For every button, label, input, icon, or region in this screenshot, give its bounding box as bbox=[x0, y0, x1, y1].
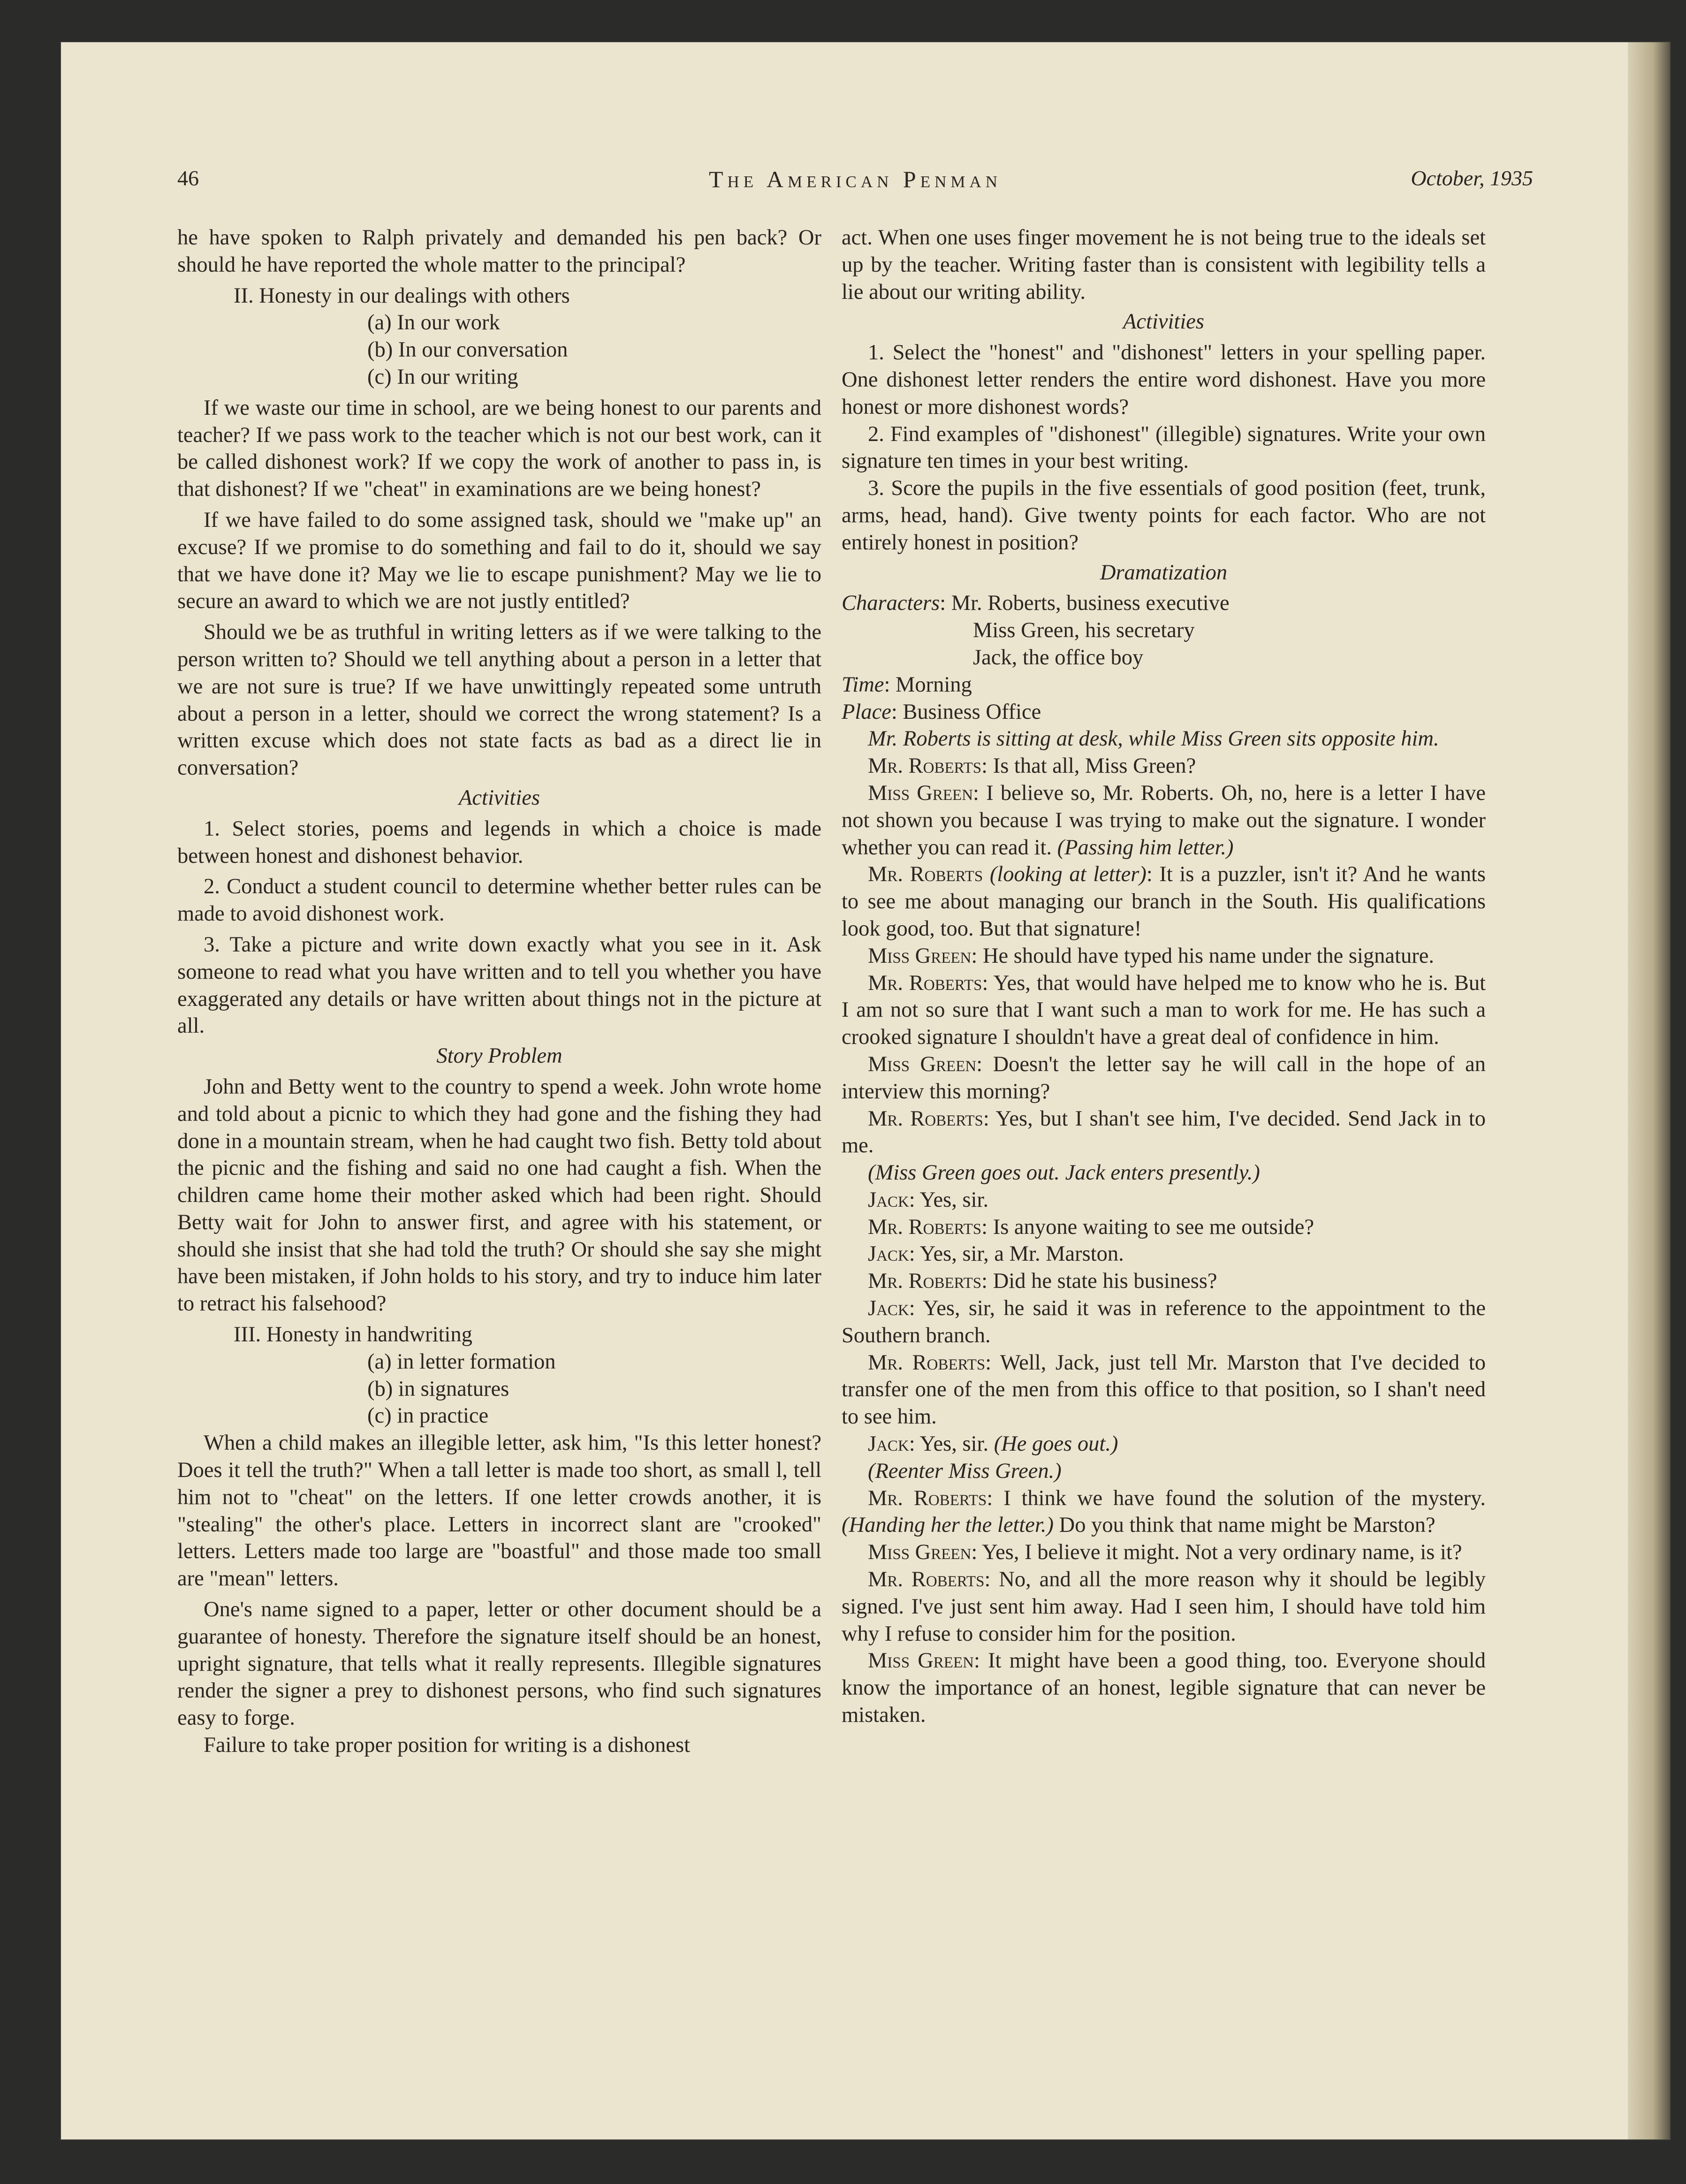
speech: Yes, sir. bbox=[919, 1187, 989, 1212]
outline-item: (b) In our conversation bbox=[367, 338, 568, 362]
speech: Yes, that would have helped me to know who he is. But I am not so sure that I want such a man to work for me. He has such a crooked signature I shouldn't have a great deal of confidence in him. bbox=[842, 971, 1486, 1050]
speaker: Miss Green bbox=[868, 1052, 977, 1076]
characters-line: Characters: Mr. Roberts, business executive bbox=[842, 591, 1230, 616]
outline-item: (c) in practice bbox=[367, 1404, 489, 1428]
speaker: Mr. Roberts bbox=[868, 1350, 986, 1375]
outline-heading-iii: III. Honesty in handwriting bbox=[234, 1323, 472, 1347]
dialogue-line: Jack: Yes, sir. bbox=[868, 1187, 989, 1212]
speech: No, and all the more reason why it should be legibly signed. I've just sent him away. Had I seen him, I should have told him why I refuse to consider him for the position. bbox=[842, 1568, 1486, 1646]
stage-direction: (Passing him letter.) bbox=[1057, 835, 1234, 860]
speech: Yes, but I shan't see him, I've decided. Send Jack in to me. bbox=[842, 1106, 1486, 1158]
dialogue-line: Jack: Yes, sir, he said it was in reference to the appointment to the Southern branch. bbox=[842, 1296, 1486, 1347]
dialogue-line: Mr. Roberts: Is that all, Miss Green? bbox=[868, 754, 1196, 778]
speaker: Miss Green bbox=[868, 1540, 972, 1565]
dialogue-line: Mr. Roberts: Yes, that would have helped me to know who he is. But I am not so sure that I want such a man to work for me. He has such a crooked signature I shouldn't have a great deal of confidence in him. bbox=[842, 971, 1486, 1050]
outline-heading-ii: II. Honesty in our dealings with others bbox=[234, 283, 570, 308]
stage-direction: (looking at letter) bbox=[989, 862, 1147, 887]
dialogue-line: Miss Green: He should have typed his name under the signature. bbox=[868, 944, 1434, 968]
dialogue-line: Mr. Roberts: Did he state his business? bbox=[868, 1269, 1217, 1294]
paragraph: One's name signed to a paper, letter or other document should be a guarantee of honesty. Therefore the signature itself should be an honest, upright signature, that tells what it really represents. Illegible signatures render the signer a prey to dishonest persons, who find such signatures easy to forge. bbox=[177, 1598, 821, 1730]
dialogue-line: Mr. Roberts: I think we have found the solution of the mystery. (Handing her the letter.) Do you think that name might be Marston? bbox=[842, 1486, 1486, 1537]
outline-item: (a) In our work bbox=[367, 311, 500, 335]
place-value: Business Office bbox=[903, 700, 1041, 724]
outline-item: (a) in letter formation bbox=[367, 1349, 556, 1374]
dialogue-line: Mr. Roberts: No, and all the more reason why it should be legibly signed. I've just sent him away. Had I seen him, I should have told him why I refuse to consider him for the position. bbox=[842, 1568, 1486, 1646]
dialogue-line: Mr. Roberts: Yes, but I shan't see him, I've decided. Send Jack in to me. bbox=[842, 1106, 1486, 1158]
speaker: Mr. Roberts bbox=[868, 1486, 987, 1510]
speech: Did he state his business? bbox=[993, 1269, 1217, 1294]
speech: Yes, I believe it might. Not a very ordinary name, is it? bbox=[982, 1540, 1462, 1565]
speaker: Mr. Roberts bbox=[868, 971, 982, 995]
activity-item: 3. Score the pupils in the five essentials of good position (feet, trunk, arms, head, hand). Give twenty points for each factor. Who are not entirely honest in position? bbox=[842, 476, 1486, 555]
section-heading-story-problem: Story Problem bbox=[436, 1044, 562, 1068]
paragraph: John and Betty went to the country to spend a week. John wrote home and told about a picnic to which they had gone and the fishing they had done in a mountain stream, when he had caught two fish. Betty told about the picnic and the fishing and said no one had caught a fish. When the children came home their mother asked which had been right. Should Betty wait for John to answer first, and agree with his statement, or should she insist that she had told the truth? Or should she say she might have been mistaken, if John holds to his story, and try to induce him later to retract his falsehood? bbox=[177, 1074, 821, 1316]
speech: I believe so, Mr. Roberts. Oh, no, here is a letter I have not shown you because I was trying to make out the signature. I wonder whether you can read it. bbox=[842, 781, 1486, 860]
paragraph: he have spoken to Ralph privately and demanded his pen back? Or should he have reported the whole matter to the principal? bbox=[177, 226, 821, 277]
speech: Yes, sir, he said it was in reference to the appointment to the Southern branch. bbox=[842, 1296, 1486, 1347]
speaker: Miss Green bbox=[868, 944, 972, 968]
speech: Do you think that name might be Marston? bbox=[1059, 1513, 1435, 1537]
activity-item: 2. Find examples of "dishonest" (illegible) signatures. Write your own signature ten times in your best writing. bbox=[842, 422, 1486, 473]
place-label: Place bbox=[842, 700, 891, 724]
character-name: Jack, the office boy bbox=[973, 645, 1144, 670]
time-label: Time bbox=[842, 672, 884, 697]
speaker: Mr. Roberts bbox=[868, 754, 982, 778]
speaker: Mr. Roberts bbox=[868, 862, 983, 887]
paragraph: Failure to take proper position for writing is a dishonest bbox=[204, 1733, 691, 1758]
section-heading-activities: Activities bbox=[1123, 310, 1204, 334]
activity-item: 1. Select the "honest" and "dishonest" letters in your spelling paper. One dishonest letter renders the entire word dishonest. Have you more honest or more dishonest words? bbox=[842, 341, 1486, 419]
speech: He should have typed his name under the signature. bbox=[982, 944, 1434, 968]
paragraph: If we waste our time in school, are we being honest to our parents and teacher? If we pass work to the teacher which is not our best work, can it be called dishonest work? If we copy the work of another to pass in, is that dishonest? If we "cheat" in examinations are we being honest? bbox=[177, 396, 821, 502]
stage-direction: (Miss Green goes out. Jack enters presently.) bbox=[868, 1161, 1260, 1185]
character-name: Miss Green, his secretary bbox=[973, 618, 1195, 643]
activity-item: 1. Select stories, poems and legends in which a choice is made between honest and dishonest behavior. bbox=[177, 816, 821, 868]
dialogue-line: Mr. Roberts (looking at letter): It is a puzzler, isn't it? And he wants to see me about managing our branch in the South. His qualifications look good, too. But that signature! bbox=[842, 862, 1486, 941]
speech: Is that all, Miss Green? bbox=[993, 754, 1196, 778]
dialogue-line: Miss Green: Yes, I believe it might. Not a very ordinary name, is it? bbox=[868, 1540, 1462, 1565]
speaker: Mr. Roberts bbox=[868, 1106, 983, 1131]
speech: I think we have found the solution of the mystery. bbox=[1003, 1486, 1486, 1510]
speaker: Mr. Roberts bbox=[868, 1269, 982, 1294]
paragraph: act. When one uses finger movement he is not being true to the ideals set up by the teacher. Writing faster than is consistent with legibility tells a lie about our writing ability. bbox=[842, 226, 1486, 304]
dialogue-line: Mr. Roberts: Well, Jack, just tell Mr. Marston that I've decided to transfer one of the men from this office to that position, so I shan't need to see him. bbox=[842, 1350, 1486, 1429]
speaker: Mr. Roberts bbox=[868, 1568, 985, 1592]
speech: Well, Jack, just tell Mr. Marston that I've decided to transfer one of the men from this office to that position, so I shan't need to see him. bbox=[842, 1350, 1486, 1429]
activity-item: 2. Conduct a student council to determine whether better rules can be made to avoid dishonest work. bbox=[177, 875, 821, 926]
time-value: Morning bbox=[895, 672, 972, 697]
dialogue-line: Mr. Roberts: Is anyone waiting to see me outside? bbox=[868, 1215, 1314, 1239]
right-column bbox=[842, 224, 1486, 1729]
outline-item: (c) In our writing bbox=[367, 365, 518, 389]
speaker: Jack bbox=[868, 1242, 909, 1266]
activity-item: 3. Take a picture and write down exactly what you see in it. Ask someone to read what you have written and to tell you whether you have exaggerated any details or have written about things not in the picture at all. bbox=[177, 932, 821, 1038]
speech: Is anyone waiting to see me outside? bbox=[993, 1215, 1314, 1239]
speech: Doesn't the letter say he will call in the hope of an interview this morning? bbox=[842, 1052, 1486, 1103]
dialogue-line: Miss Green: I believe so, Mr. Roberts. Oh, no, here is a letter I have not shown you because I was trying to make out the signature. I wonder whether you can read it. (Passing him letter.) bbox=[842, 781, 1486, 860]
dialogue-line: Miss Green: It might have been a good thing, too. Everyone should know the importance of an honest, legible signature that can never be mistaken. bbox=[842, 1649, 1486, 1727]
character-name: Mr. Roberts, business executive bbox=[951, 591, 1230, 616]
stage-direction: Mr. Roberts is sitting at desk, while Miss Green sits opposite him. bbox=[868, 727, 1439, 751]
speaker: Miss Green bbox=[868, 1649, 974, 1673]
speaker: Jack bbox=[868, 1432, 909, 1456]
dialogue-line: Jack: Yes, sir. (He goes out.) bbox=[868, 1432, 1118, 1456]
speech: It is a puzzler, isn't it? And he wants to see me about managing our branch in the South. His qualifications look good, too. But that signature! bbox=[842, 862, 1486, 941]
time-line: Time: Morning bbox=[842, 672, 972, 697]
place-line: Place: Business Office bbox=[842, 700, 1041, 724]
characters-label: Characters bbox=[842, 591, 940, 616]
page-number: 46 bbox=[177, 166, 199, 190]
speech: Yes, sir. bbox=[919, 1432, 989, 1456]
speaker: Miss Green bbox=[868, 781, 973, 805]
section-heading-dramatization: Dramatization bbox=[1100, 560, 1228, 585]
issue-date: October, 1935 bbox=[1411, 166, 1533, 190]
stage-direction: (Reenter Miss Green.) bbox=[868, 1459, 1062, 1483]
dialogue-line: Miss Green: Doesn't the letter say he will call in the hope of an interview this morning? bbox=[842, 1052, 1486, 1103]
left-column bbox=[177, 224, 821, 1759]
speaker: Jack bbox=[868, 1296, 909, 1321]
stage-direction: (He goes out.) bbox=[994, 1432, 1118, 1456]
running-header bbox=[177, 166, 1533, 198]
stage-direction: (Handing her the letter.) bbox=[842, 1513, 1054, 1537]
paragraph: If we have failed to do some assigned task, should we "make up" an excuse? If we promise to do something and fail to do it, should we say that we have done it? May we lie to escape punishment? May we lie to secure an award to which we are not justly entitled? bbox=[177, 508, 821, 614]
speaker: Mr. Roberts bbox=[868, 1215, 982, 1239]
speech: Yes, sir, a Mr. Marston. bbox=[919, 1242, 1124, 1266]
page-gutter-shadow bbox=[1628, 42, 1670, 2139]
speech: It might have been a good thing, too. Everyone should know the importance of an honest, legible signature that can never be mistaken. bbox=[842, 1649, 1486, 1727]
publication-title: The American Penman bbox=[708, 166, 1002, 192]
paragraph: When a child makes an illegible letter, ask him, "Is this letter honest? Does it tell the truth?" When a tall letter is made too short, as small l, tell him not to "cheat" on the letters. If one letter crowds another, it is "stealing" the other's place. Letters in incorrect slant are "crooked" letters. Letters made too large are "boastful" and those made too small are "mean" letters. bbox=[177, 1431, 821, 1591]
section-heading-activities: Activities bbox=[458, 785, 540, 810]
paragraph: Should we be as truthful in writing letters as if we were talking to the person written to? Should we tell anything about a person in a letter that we are not sure is true? If we have unwittingly repeated some untruth about a person in a letter, should we correct the wrong statement? Is a written excuse which does not state facts as bad as a direct lie in conversation? bbox=[177, 620, 821, 780]
dialogue-line: Jack: Yes, sir, a Mr. Marston. bbox=[868, 1242, 1124, 1266]
speaker: Jack bbox=[868, 1187, 909, 1212]
outline-item: (b) in signatures bbox=[367, 1377, 509, 1401]
